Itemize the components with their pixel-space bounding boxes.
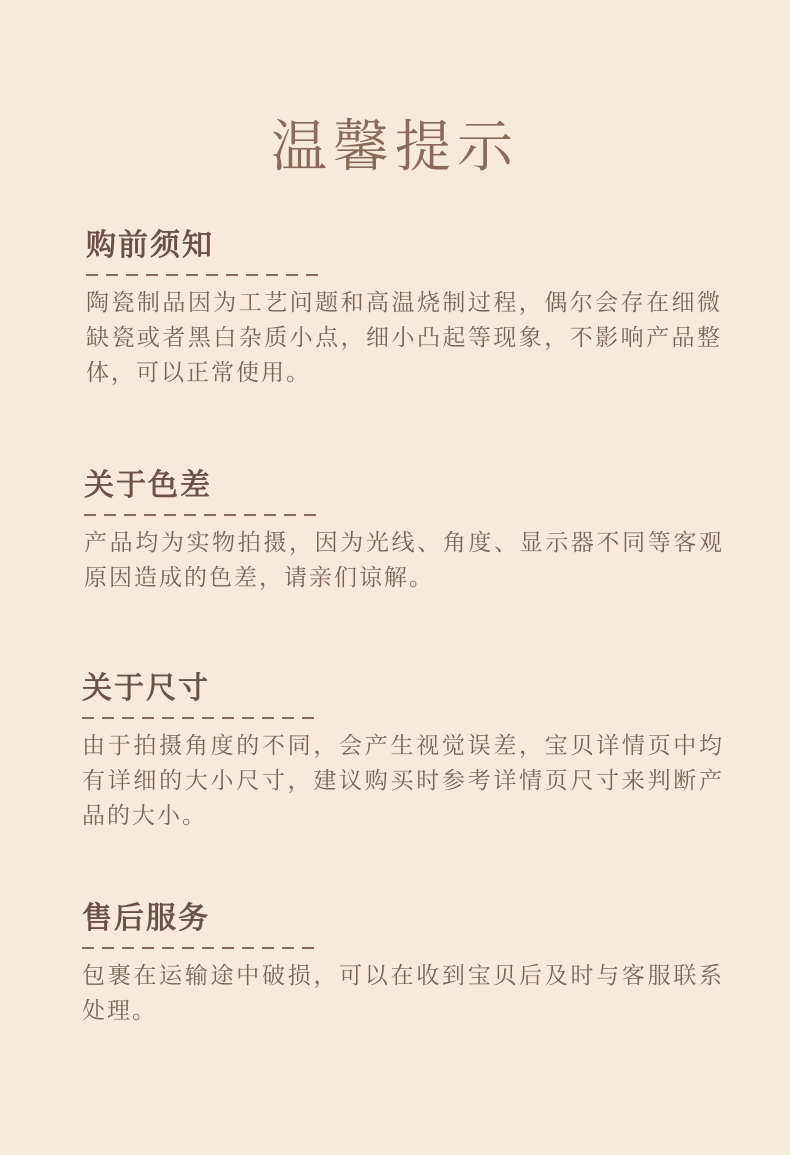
section-size [82,669,724,834]
section-after-sales [82,899,724,1029]
section-heading: 关于色差 [84,468,212,503]
section-heading: 购前须知 [86,228,214,263]
dashed-divider [82,947,318,949]
section-heading: 关于尺寸 [82,671,210,706]
dashed-divider [86,274,322,276]
section-body: 陶瓷制品因为工艺问题和高温烧制过程，偶尔会存在细微缺瓷或者黑白杂质小点，细小凸起等现象，不影响产品整体，可以正常使用。 [86,290,722,386]
section-heading: 售后服务 [82,901,210,936]
section-color-difference [84,466,724,596]
dashed-divider [84,514,320,516]
section-body: 包裹在运输途中破损，可以在收到宝贝后及时与客服联系处理。 [82,963,724,1024]
section-body: 产品均为实物拍摄，因为光线、角度、显示器不同等客观原因造成的色差，请亲们谅解。 [84,530,724,591]
dashed-divider [82,717,318,719]
section-purchase-notice [86,226,722,391]
page-title: 温馨提示 [271,114,519,180]
section-body: 由于拍摄角度的不同，会产生视觉误差，宝贝详情页中均有详细的大小尺寸，建议购买时参考详情页尺寸来判断产品的大小。 [82,733,724,829]
